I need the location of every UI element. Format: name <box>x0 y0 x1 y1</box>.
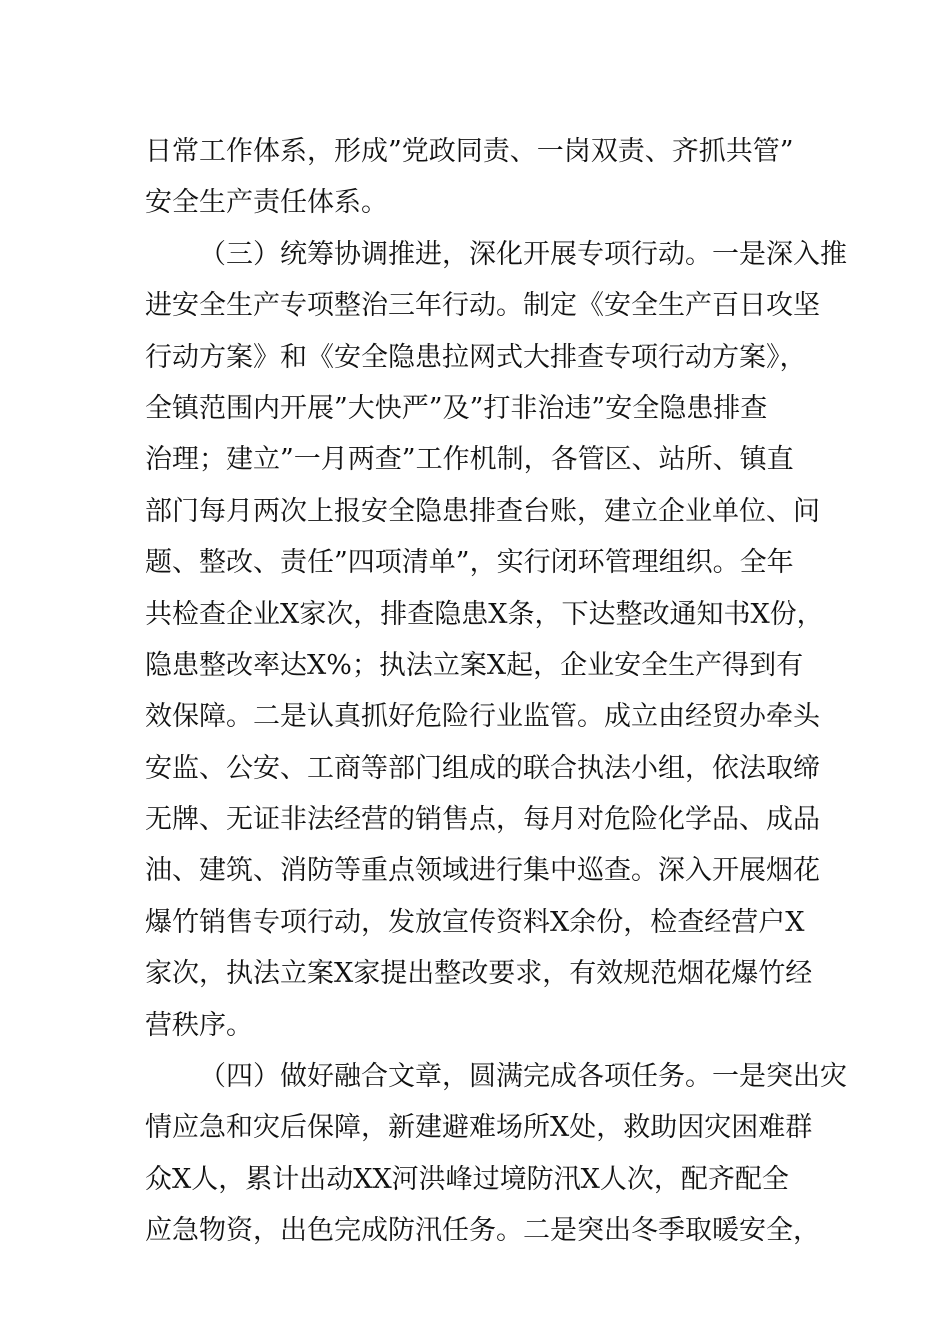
text-line: 日常工作体系，形成”党政同责、一岗双责、齐抓共管” <box>145 136 794 167</box>
section-three-heading-line: （三）统筹协调推进，深化开展专项行动。一是深入推 <box>199 238 847 270</box>
text-line: 爆竹销售专项行动，发放宣传资料X余份，检查经营户X <box>145 906 805 938</box>
text-line: 油、建筑、消防等重点领域进行集中巡查。深入开展烟花 <box>145 855 820 887</box>
text-line: 安全生产责任体系。 <box>145 187 388 219</box>
text-line: 题、整改、责任”四项清单”，实行闭环管理组织。全年 <box>145 547 794 579</box>
text-line: 部门每月两次上报安全隐患排查台账，建立企业单位、问 <box>145 495 820 527</box>
text-line: 进安全生产专项整治三年行动。制定《安全生产百日攻坚 <box>145 290 820 322</box>
text-line: 治理；建立”一月两查”工作机制，各管区、站所、镇直 <box>145 444 794 476</box>
text-line: 营秩序。 <box>145 1009 253 1041</box>
text-line: 众X人，累计出动XX河洪峰过境防汛X人次，配齐配全 <box>145 1163 789 1195</box>
text-line: 家次，执法立案X家提出整改要求，有效规范烟花爆竹经 <box>145 958 813 990</box>
text-line: 应急物资，出色完成防汛任务。二是突出冬季取暖安全， <box>145 1215 820 1247</box>
document-body <box>145 126 847 1257</box>
text-line: 效保障。二是认真抓好危险行业监管。成立由经贸办牵头 <box>145 701 820 733</box>
text-line: 全镇范围内开展”大快严”及”打非治违”安全隐患排查 <box>145 392 768 424</box>
text-line: 行动方案》和《安全隐患拉网式大排查专项行动方案》， <box>145 341 807 373</box>
text-line: 无牌、无证非法经营的销售点，每月对危险化学品、成品 <box>145 804 820 836</box>
text-line: 共检查企业X家次，排查隐患X条，下达整改通知书X份， <box>145 598 824 630</box>
text-line: 安监、公安、工商等部门组成的联合执法小组，依法取缔 <box>145 752 820 784</box>
section-four-heading-line: （四）做好融合文章，圆满完成各项任务。一是突出灾 <box>199 1061 847 1093</box>
text-line: 隐患整改率达X%；执法立案X起，企业安全生产得到有 <box>145 649 804 681</box>
text-line: 情应急和灾后保障，新建避难场所X处，救助因灾困难群 <box>145 1112 813 1144</box>
